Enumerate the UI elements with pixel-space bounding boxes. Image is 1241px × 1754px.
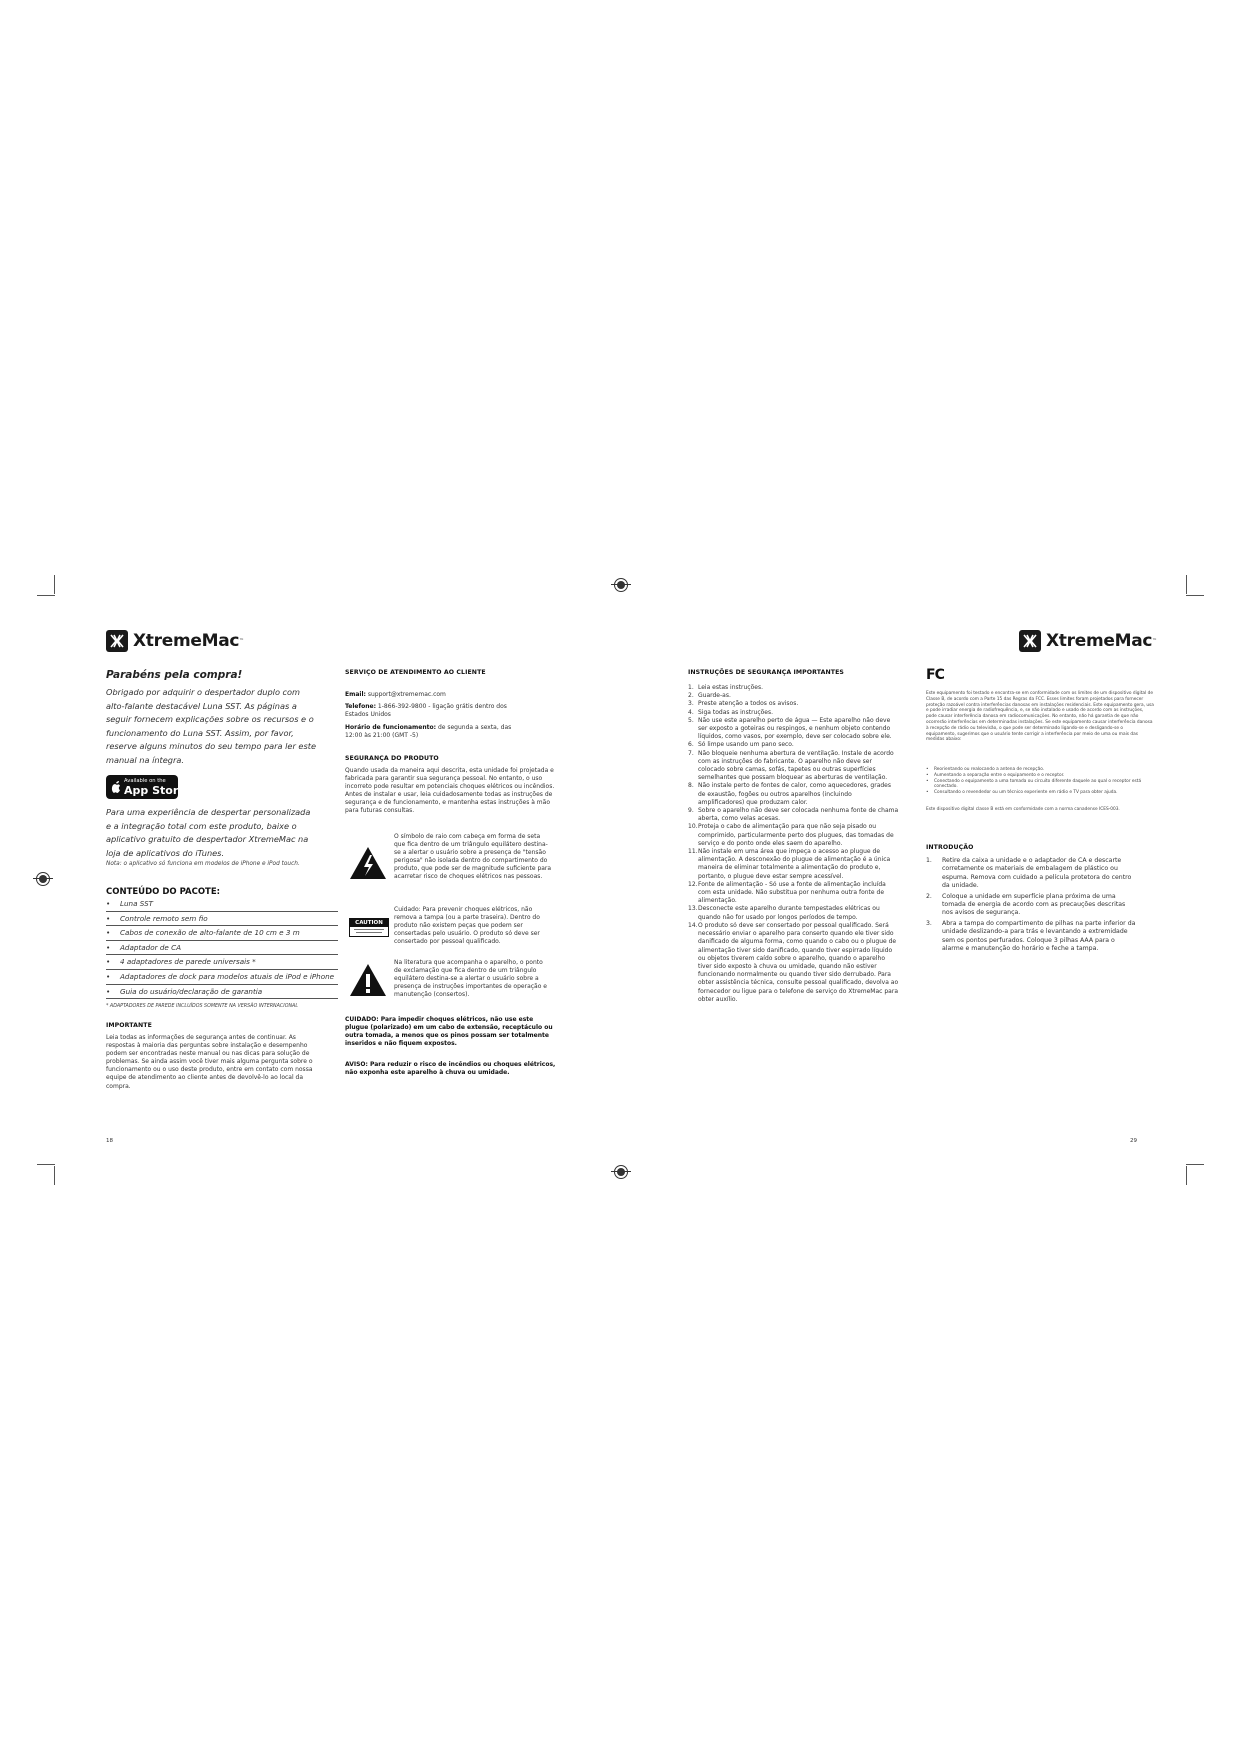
intro-heading: INTRODUÇÃO [926, 844, 974, 851]
important-heading: IMPORTANTE [106, 1022, 152, 1029]
service-email [345, 691, 555, 699]
app-paragraph: Para uma experiência de despertar personalizada e a integração total com este produto, baixe o aplicativo gratuito de despertador XtremeMac na loja de aplicativos do iTunes. [106, 807, 311, 858]
app-store-badge[interactable] [106, 775, 186, 799]
list-item: 3. Abra a tampa do compartimento de pilhas na parte inferior da unidade deslizando-a para trás e levantando a extremidade sem os pontos perfurados. Coloque 3 pilhas AAA para o alarme e manutenção do horário e feche a tampa. [926, 919, 1136, 953]
safety-paragraph: Quando usada da maneira aqui descrita, esta unidade foi projetada e fabricada para garantir sua segurança pessoal. No entanto, o uso incorreto pode resultar em potenciais choques elétricos ou incêndios. Antes de instalar e usar, leia cuidadosamente todas as instruções de segurança e de funcionamento, e mantenha estas instruções à mão para futuras consultas. [345, 767, 555, 815]
list-item: 3. Preste atenção a todos os avisos. [688, 700, 799, 708]
crop-mark [54, 575, 55, 594]
fcc-paragraph: Este equipamento foi testado e encontra-se em conformidade com os limites de um dispositivo digital de Classe B, de acordo com a Parte 15 das Regras da FCC. Esses limites foram projetados para fornecer proteção razoável contra interferências danosas em instalações residenciais. Este equipamento gera, usa e pode irradiar energia de radiofrequência, e, se não instalado e usado de acordo com as instruções, pode causar interferência danosa em radiocomunicações. No entanto, não há garantia de que não ocorrerão interferências em determinadas instalações. Se este equipamento causar interferência danosa à recepção de rádio ou televisão, o que pode ser determinado ligando-se e desligando-se o equipamento, sugerimos que o usuário tente corrigir a interferência por meio de uma ou mais das medidas abaixo: [926, 691, 1154, 743]
crop-mark [1186, 1164, 1204, 1165]
hours-label: Horário de funcionamento: [345, 724, 437, 731]
hours-value: de segunda a sexta, das 12:00 às 21:00 (GMT -5) [345, 724, 512, 740]
greeting-heading: Parabéns pela compra! [106, 669, 243, 681]
list-item: 4. Siga todas as instruções. [688, 708, 774, 716]
page-number: 29 [1130, 1138, 1137, 1144]
fcc-canada-notice: Este dispositivo digital classe B está em conformidade com a norma canadense ICES-003. [926, 807, 1120, 812]
service-hours [345, 724, 520, 740]
crop-mark [1186, 595, 1204, 596]
list-item: 2. Guarde-as. [688, 692, 731, 700]
lightning-paragraph: O símbolo de raio com cabeça em forma de seta que fica dentro de um triângulo equilátero destina-se a alertar o usuário sobre a presença de "tensão perigosa" não isolada dentro do compartimento do produto, que pode ser de magnitude suficiente para acarretar risco de choques elétricos nas pessoas. [394, 833, 552, 881]
safety-heading: SEGURANÇA DO PRODUTO [345, 755, 439, 762]
service-heading: SERVIÇO DE ATENDIMENTO AO CLIENTE [345, 669, 486, 676]
package-footnote: * ADAPTADORES DE PAREDE INCLUÍDOS SOMENTE NA VERSÃO INTERNACIONAL [106, 1004, 299, 1009]
list-item: 11. Não instale em uma área que impeça o acesso ao plugue de alimentação. A desconexão do plugue de alimentação é a única maneira de eliminar totalmente a alimentação do produto e, portanto, o plugue deve estar sempre acessível. [688, 848, 891, 880]
page-number: 18 [106, 1138, 113, 1144]
brand-logo [106, 630, 244, 652]
list-item: • Aumentando a separação entre o equipamento e o receptor. [926, 773, 1154, 779]
app-note: Nota: o aplicativo só funciona em modelos de iPhone e iPod touch. [106, 861, 300, 867]
crop-mark [54, 1166, 55, 1185]
list-item: • Consultando o revendedor ou um técnico experiente em rádio e TV para obter ajuda. [926, 790, 1154, 796]
registration-mark [614, 578, 628, 592]
apple-icon [111, 779, 121, 793]
exclamation-warning-icon [349, 963, 387, 997]
intro-paragraph: Obrigado por adquirir o despertador duplo com alto-falante destacável Luna SST. As páginas a seguir fornecem explicações sobre os recursos e o funcionamento do Luna SST. Assim, por favor, reserve alguns minutos do seu tempo para ler este manual na íntegra. [106, 687, 316, 765]
list-item: 2. Coloque a unidade em superfície plana próxima de uma tomada de energia de acordo com as precauções descritas nos avisos de segurança. [926, 892, 1126, 917]
list-item: 1. Retire da caixa a unidade e o adaptador de CA e descarte corretamente os materiais de embalagem de plástico ou espuma. Remova com cuidado a película protetora do centro da unidade. [926, 857, 1132, 890]
phone-label: Telefone: [345, 703, 376, 710]
list-item: • Cabos de conexão de alto-falante de 10 cm e 3 m [106, 926, 338, 941]
brand-logo [1019, 630, 1157, 652]
crop-mark [37, 595, 55, 596]
caution-fineprint [354, 929, 384, 930]
brand-name: XtremeMac [1046, 631, 1153, 651]
aviso-paragraph: AVISO: Para reduzir o risco de incêndios ou choques elétricos, não exponha este aparelho à chuva ou umidade. [345, 1061, 556, 1077]
intro-list [926, 857, 1138, 955]
caution-paragraph: Cuidado: Para prevenir choques elétricos, não remova a tampa (ou a parte traseira). Dentro do produto não existem peças que podem ser consertadas pelo usuário. O produto só deve ser consertado por pessoal qualificado. [394, 906, 540, 946]
service-phone [345, 703, 520, 719]
xtrememac-logo-icon [106, 630, 128, 652]
xtrememac-logo-icon [1019, 630, 1041, 652]
list-item: 7. Não bloqueie nenhuma abertura de ventilação. Instale de acordo com as instruções do fabricante. O aparelho não deve ser colocado sobre camas, sofás, tapetes ou outras superfícies semelhantes que possam bloquear as aberturas de ventilação. [688, 749, 894, 782]
trademark: ™ [239, 638, 245, 644]
list-item: 1. Leia estas instruções. [688, 684, 763, 691]
caution-label-icon [349, 918, 389, 937]
list-item: • Controle remoto sem fio [106, 912, 338, 927]
package-heading: CONTEÚDO DO PACOTE: [106, 887, 221, 897]
list-item: • Conectando o equipamento a uma tomada ou circuito diferente daquele ao qual o receptor está conectado. [926, 779, 1154, 791]
fcc-measures-list [926, 767, 1154, 796]
caution-label: CAUTION [350, 919, 388, 927]
crop-mark [1186, 575, 1187, 594]
list-item: • 4 adaptadores de parede universais * [106, 955, 338, 970]
list-item: • Adaptadores de dock para modelos atuais de iPod e iPhone [106, 970, 338, 985]
list-item: 6. Só limpe usando um pano seco. [688, 741, 794, 749]
lightning-warning-icon [349, 846, 387, 880]
app-badge-top: Available on the [124, 778, 166, 784]
list-item: 9. Sobre o aparelho não deve ser colocada nenhuma fonte de chama aberta, como velas acesas. [688, 807, 899, 823]
registration-mark [614, 1165, 628, 1179]
list-item: • Adaptador de CA [106, 941, 338, 956]
list-item: 14. O produto só deve ser consertado por pessoal qualificado. Será necessário enviar o aparelho para conserto quando ele tiver sido danificado de alguma forma, como quando o cabo ou o plugue de alimentação tiver sido danificado, quando tiver espirrado líquido ou objetos tiverem caído sobre o aparelho, quando o aparelho tiver sido exposto à chuva ou umidade, quando não estiver funcionando normalmente ou quando tiver sido derrubado. Para obter assistência técnica, consulte pessoal qualificado, devolva ao fornecedor ou ligue para o telefone de serviço do XtremeMac para obter auxílio. [688, 921, 899, 1003]
list-item: 10. Proteja o cabo de alimentação para que não seja pisado ou comprimido, particularmente perto dos plugues, das tomadas de serviço e do ponto onde eles saem do aparelho. [688, 823, 894, 847]
app-badge-main: App Store [124, 784, 186, 797]
phone-value: 1-866-392-9800 - ligação grátis dentro dos Estados Unidos [345, 703, 507, 719]
important-paragraph: Leia todas as informações de segurança antes de continuar. As respostas à maioria das perguntas sobre instalação e desempenho podem ser encontradas neste manual ou nas dicas para solução de problemas. Se ainda assim você tiver mais alguma pergunta sobre o funcionamento ou o uso deste produto, entre em contato com nossa equipe de atendimento ao cliente antes de devolvê-lo ao local da compra. [106, 1034, 313, 1090]
list-item: 5. Não use este aparelho perto de água — Este aparelho não deve ser exposto a goteiras ou respingos, e nenhum objeto contendo líquidos, como vasos, por exemplo, deve ser colocado sobre ele. [688, 716, 892, 741]
list-item: 13. Desconecte este aparelho durante tempestades elétricas ou quando não for usado por longos períodos de tempo. [688, 905, 880, 921]
email-label: Email: [345, 691, 366, 698]
trademark: ™ [1152, 638, 1158, 644]
brand-name: XtremeMac [133, 631, 240, 651]
list-item: 8. Não instale perto de fontes de calor, como aquecedores, grades de exaustão, fogões ou outros aparelhos (incluindo amplificadores) que produzam calor. [688, 782, 891, 806]
crop-mark [1186, 1166, 1187, 1185]
list-item: • Reorientando ou realocando a antena de recepção. [926, 767, 1154, 773]
safety-instructions-heading: INSTRUÇÕES DE SEGURANÇA IMPORTANTES [688, 669, 844, 676]
fcc-logo-icon: FC [926, 667, 944, 683]
exclamation-paragraph: Na literatura que acompanha o aparelho, o ponto de exclamação que fica dentro de um triângulo equilátero destina-se a alertar o usuário sobre a presença de instruções importantes de operação e manutenção (consertos). [394, 959, 547, 999]
caution-fineprint [356, 932, 382, 933]
list-item: • Luna SST [106, 897, 338, 912]
list-item: 12. Fonte de alimentação - Só use a fonte de alimentação incluída com esta unidade. Não substitua por nenhuma outra fonte de alimentação. [688, 880, 886, 905]
package-list [106, 897, 338, 999]
cuidado-paragraph: CUIDADO: Para impedir choques elétricos, não use este plugue (polarizado) em um cabo de extensão, receptáculo ou outra tomada, a menos que os pinos possam ser totalmente inseridos e não fiquem expostos. [345, 1016, 553, 1048]
list-item: • Guia do usuário/declaração de garantia [106, 985, 338, 1000]
crop-mark [37, 1164, 55, 1165]
safety-instructions-list [688, 684, 900, 1004]
registration-mark [36, 872, 50, 886]
email-value[interactable]: support@xtrememac.com [367, 691, 446, 698]
